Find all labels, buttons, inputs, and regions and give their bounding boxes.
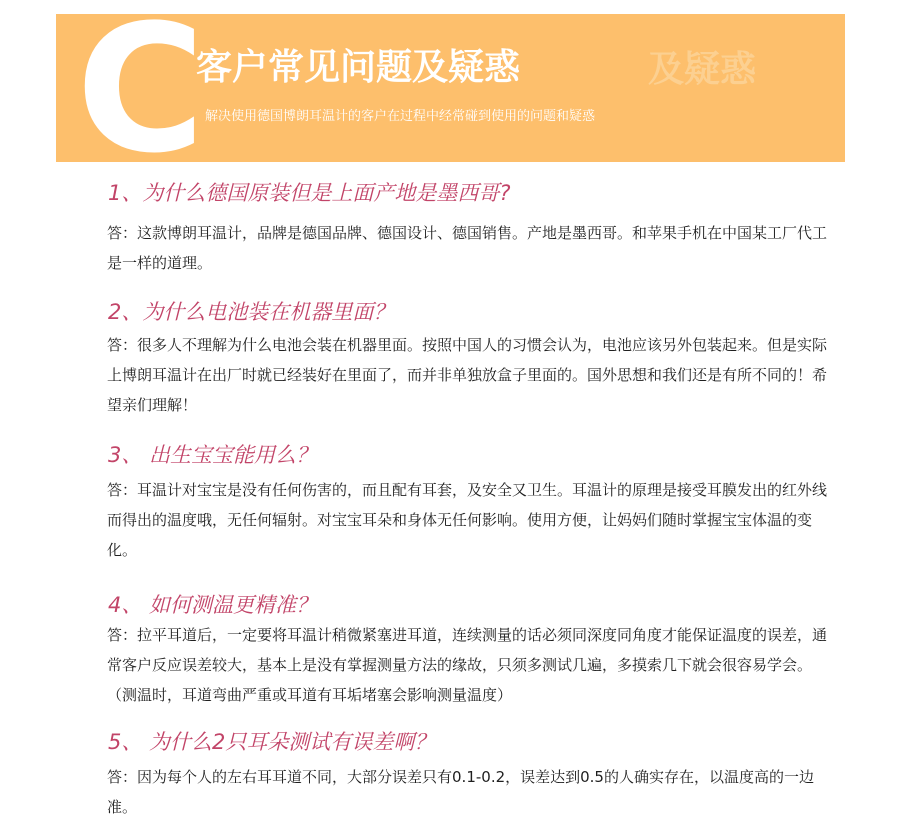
page-title: 客户常见问题及疑惑 [196,47,521,88]
faq-question-1: 1、为什么德国原装但是上面产地是墨西哥? [108,181,511,205]
faq-answer-2: 答：很多人不理解为什么电池会装在机器里面。按照中国人的习惯会认为，电池应该另外包装起来。但是实际上博朗耳温计在出厂时就已经装好在里面了，而并非单独放盒子里面的。国外思想和我们还是有所不同的！希望亲们理解！ [107,336,828,414]
faq-answer-4: 答：拉平耳道后，一定要将耳温计稍微紧塞进耳道，连续测量的话必须同深度同角度才能保证温度的误差，通常客户反应误差较大，基本上是没有掌握测量方法的缘故，只须多测试几遍，多摸索几下就会很容易学会。（测温时，耳道弯曲严重或耳道有耳垢堵塞会影响测量温度） [107,626,828,704]
faq-answer-3: 答：耳温计对宝宝是没有任何伤害的，而且配有耳套，及安全又卫生。耳温计的原理是接受耳膜发出的红外线而得出的温度哦，无任何辐射。对宝宝耳朵和身体无任何影响。使用方便，让妈妈们随时掌握宝宝体温的变化。 [107,481,828,559]
faq-question-4: 4、 如何测温更精准？ [108,593,318,617]
banner-c-logo: C [76,14,202,162]
header-banner [56,14,845,162]
faq-question-2: 2、为什么电池装在机器里面？ [108,300,395,324]
faq-answer-5: 答：因为每个人的左右耳耳道不同，大部分误差只有0.1-0.2，误差达到0.5的人确实存在，以温度高的一边准。 [107,768,814,816]
banner-ghost-text: 及疑惑 [648,49,757,90]
faq-question-3: 3、 出生宝宝能用么？ [108,443,318,467]
faq-answer-1: 答：这款博朗耳温计，品牌是德国品牌、德国设计、德国销售。产地是墨西哥。和苹果手机在中国某工厂代工是一样的道理。 [107,224,828,272]
page-subtitle: 解决使用德国博朗耳温计的客户在过程中经常碰到使用的问题和疑惑 [205,109,596,124]
faq-question-5: 5、 为什么2只耳朵测试有误差啊？ [108,730,436,754]
